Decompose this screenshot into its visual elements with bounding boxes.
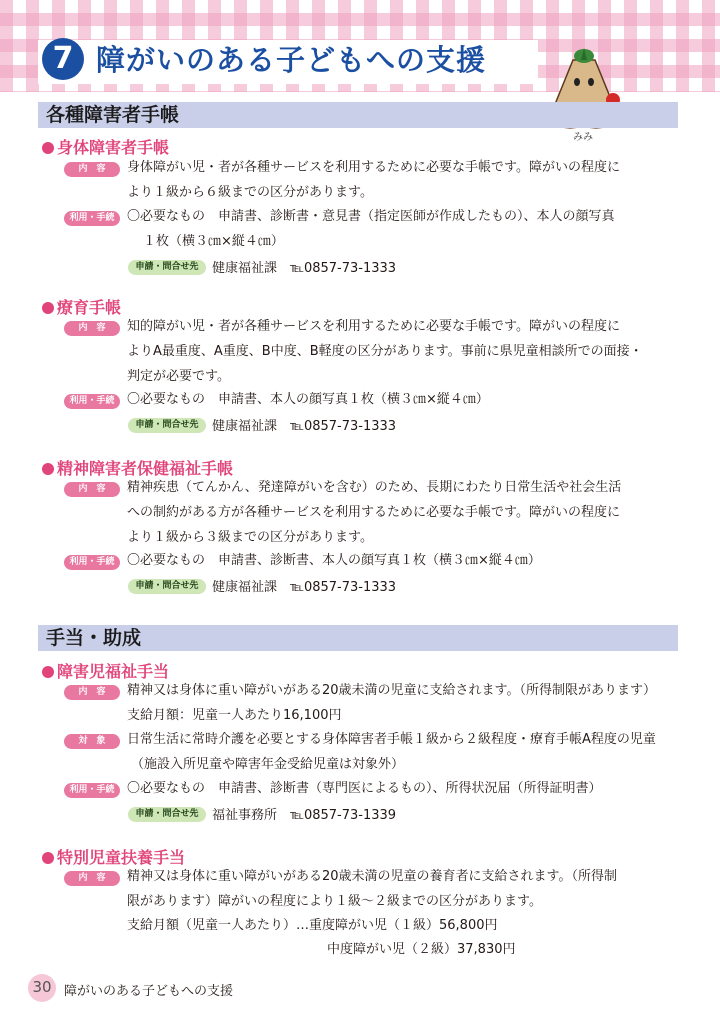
ryoiku-contact: 健康福祉課 ℡0857-73-1333: [212, 419, 397, 434]
subheading-tokubetsu: 特別児童扶養手当: [42, 845, 185, 868]
tokubetsu-content-2: 限があります）障がいの程度により１級～２級までの区分があります。: [127, 894, 542, 909]
subheading-seishin: 精神障害者保健福祉手帳: [42, 456, 233, 479]
seishin-content-1: 精神疾患（てんかん、発達障がいを含む）のため、長期にわたり日常生活や社会生活: [127, 480, 622, 495]
shogaiji-content-2: 支給月額：児童一人あたり16,100円: [127, 708, 342, 723]
shintai-contact: 健康福祉課 ℡0857-73-1333: [212, 261, 397, 276]
shogaiji-usage-1: 〇必要なもの 申請書、診断書（専門医によるもの）、所得状況届（所得証明書）: [127, 781, 602, 796]
tag-content: 内 容: [64, 482, 120, 497]
page-number: 30: [32, 978, 52, 996]
chapter-number: 7: [42, 38, 84, 80]
ryoiku-content-2: よりA最重度、A重度、B中度、B軽度の区分があります。事前に県児童相談所での面接・: [127, 344, 643, 359]
tag-contact: 申請・問合せ先: [128, 579, 206, 594]
seishin-content-3: より１級から３級までの区分があります。: [127, 530, 373, 545]
tokubetsu-content-4: 中度障がい児（２級）37,830円: [327, 942, 516, 957]
tokubetsu-content-1: 精神又は身体に重い障がいがある20歳未満の児童の養育者に支給されます。（所得制: [127, 869, 618, 884]
page-title: 障がいのある子どもへの支援: [96, 43, 487, 77]
tag-contact: 申請・問合せ先: [128, 418, 206, 433]
ryoiku-usage-1: 〇必要なもの 申請書、本人の顔写真１枚（横３㎝×縦４㎝）: [127, 392, 489, 407]
tag-content: 内 容: [64, 871, 120, 886]
tag-content: 内 容: [64, 162, 120, 177]
subheading-ryoiku: 療育手帳: [42, 295, 121, 318]
shogaiji-contact: 福祉事務所 ℡0857-73-1339: [212, 808, 397, 823]
shintai-content-1: 身体障がい児・者が各種サービスを利用するために必要な手帳です。障がいの程度に: [127, 160, 620, 175]
ryoiku-content-1: 知的障がい児・者が各種サービスを利用するために必要な手帳です。障がいの程度に: [127, 319, 620, 334]
shogaiji-target-2: （施設入所児童や障害年金受給児童は対象外）: [131, 757, 405, 772]
tag-usage: 利用・手続: [64, 555, 120, 570]
shogaiji-target-1: 日常生活に常時介護を必要とする身体障害者手帳１級から２級程度・療育手帳A程度の児童: [127, 732, 656, 747]
bullet-dot-icon: [42, 666, 54, 678]
shogaiji-content-1: 精神又は身体に重い障がいがある20歳未満の児童に支給されます。（所得制限があります）: [127, 683, 657, 698]
seishin-contact: 健康福祉課 ℡0857-73-1333: [212, 580, 397, 595]
subheading-shintai: 身体障害者手帳: [42, 135, 169, 158]
tag-content: 内 容: [64, 321, 120, 336]
section-heading-teate: 手当・助成: [38, 625, 678, 651]
bullet-dot-icon: [42, 302, 54, 314]
section-heading-techo: 各種障害者手帳: [38, 102, 678, 128]
tag-content: 内 容: [64, 685, 120, 700]
bullet-dot-icon: [42, 463, 54, 475]
shintai-usage-1: 〇必要なもの 申請書、診断書・意見書（指定医師が作成したもの）、本人の顔写真: [127, 209, 615, 224]
seishin-content-2: への制約がある方が各種サービスを利用するために必要な手帳です。障がいの程度に: [127, 505, 620, 520]
seishin-usage-1: 〇必要なもの 申請書、診断書、本人の顔写真１枚（横３㎝×縦４㎝）: [127, 553, 541, 568]
tag-usage: 利用・手続: [64, 783, 120, 798]
tag-contact: 申請・問合せ先: [128, 807, 206, 822]
tag-usage: 利用・手続: [64, 394, 120, 409]
shintai-usage-2: １枚（横３㎝×縦４㎝）: [143, 234, 284, 249]
footer-chapter-title: 障がいのある子どもへの支援: [64, 984, 234, 999]
shintai-content-2: より１級から６級までの区分があります。: [127, 185, 373, 200]
tokubetsu-content-3: 支給月額（児童一人あたり）…重度障がい児（１級）56,800円: [127, 918, 498, 933]
tag-target: 対 象: [64, 734, 120, 749]
tag-contact: 申請・問合せ先: [128, 260, 206, 275]
ryoiku-content-3: 判定が必要です。: [127, 369, 230, 384]
bullet-dot-icon: [42, 142, 54, 154]
bullet-dot-icon: [42, 852, 54, 864]
subheading-shogaiji: 障害児福祉手当: [42, 659, 169, 682]
mascot-name: みみ: [573, 132, 593, 143]
tag-usage: 利用・手続: [64, 211, 120, 226]
